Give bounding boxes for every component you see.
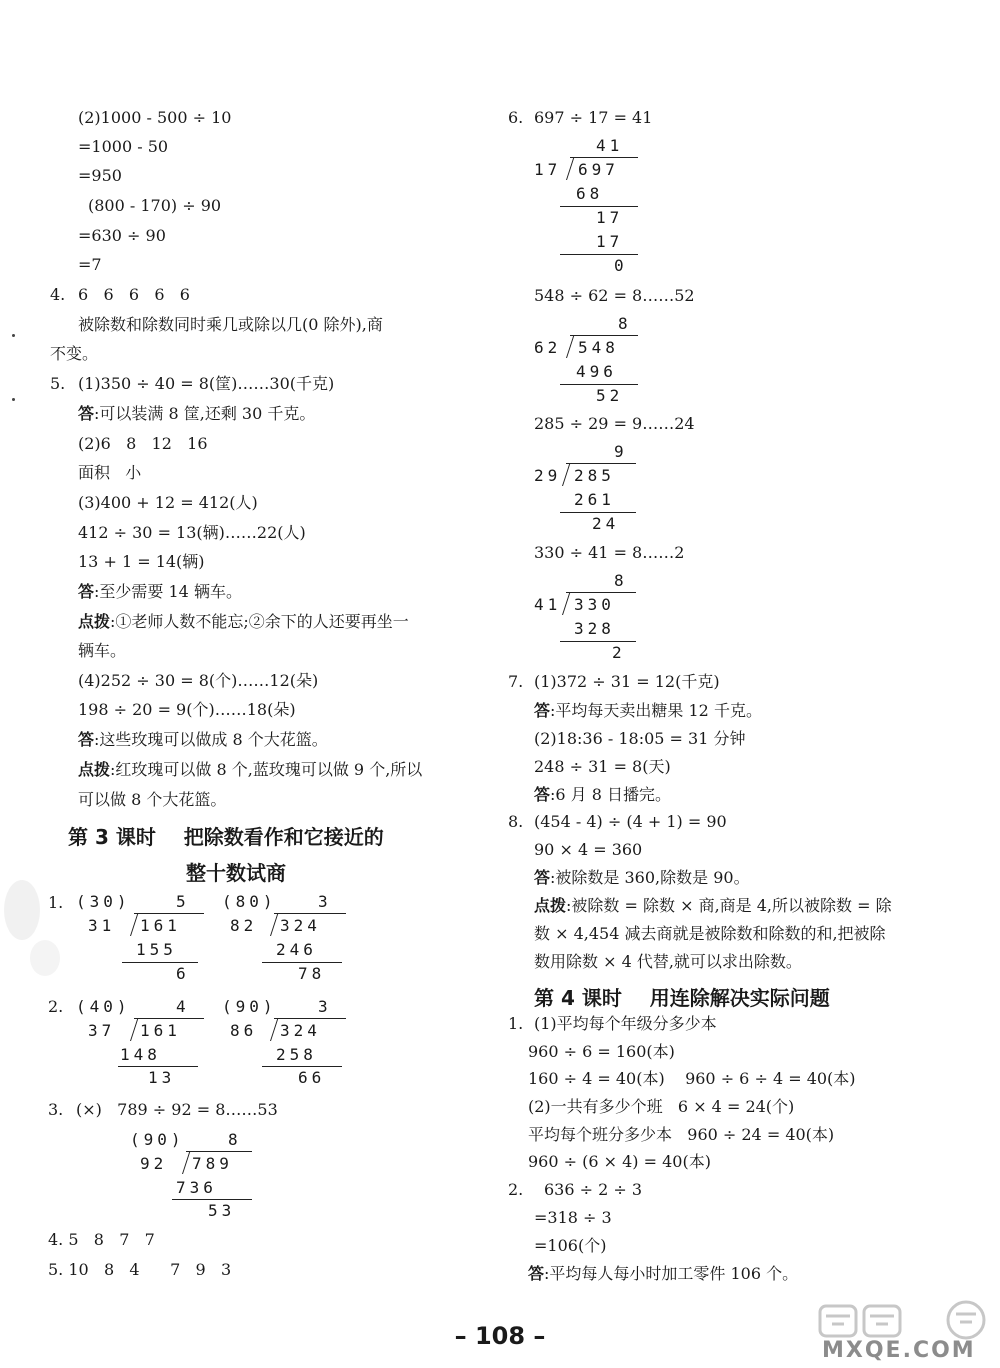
question-number: 3. bbox=[48, 1100, 64, 1119]
answer-line bbox=[78, 730, 328, 750]
divisor: 86 bbox=[230, 1021, 258, 1040]
answer-label: 答 bbox=[78, 404, 95, 423]
answer-line: 不变。 bbox=[50, 344, 99, 363]
tip-line: 数用除数 × 4 代替,就可以求出除数。 bbox=[534, 952, 802, 971]
equation: 330 ÷ 41 = 8……2 bbox=[534, 543, 685, 562]
quotient: 9 bbox=[614, 442, 628, 461]
remainder: 53 bbox=[208, 1201, 236, 1220]
quotient: 41 bbox=[596, 136, 624, 155]
division-bar bbox=[274, 913, 346, 914]
dividend: 161 bbox=[140, 916, 181, 935]
quotient: 8 bbox=[228, 1130, 242, 1149]
tip-line bbox=[534, 896, 892, 916]
remainder: 2 bbox=[612, 643, 626, 662]
remainder: 13 bbox=[148, 1068, 176, 1087]
answer-line: 4. 5 8 7 7 bbox=[48, 1230, 155, 1249]
answer-line: (1)372 ÷ 31 = 12(千克) bbox=[534, 672, 720, 691]
answer-text: :这些玫瑰可以做成 8 个大花篮。 bbox=[94, 730, 328, 749]
divisor: 29 bbox=[534, 466, 562, 485]
dividend: 697 bbox=[578, 160, 619, 179]
estimate: (30) bbox=[76, 892, 131, 911]
lesson-heading: 第 4 课时 用连除解决实际问题 bbox=[534, 986, 830, 1010]
answer-line: 198 ÷ 20 = 9(个)……18(朵) bbox=[78, 700, 296, 719]
question-number: 1. bbox=[508, 1014, 524, 1033]
answer-line: 412 ÷ 30 = 13(辆)……22(人) bbox=[78, 523, 306, 542]
page-number: – 108 – bbox=[454, 1322, 546, 1350]
quotient: 3 bbox=[318, 892, 332, 911]
subtrahend: 328 bbox=[574, 619, 615, 638]
answer-text: :可以装满 8 筐,还剩 30 千克。 bbox=[94, 404, 316, 423]
division-line bbox=[560, 384, 638, 385]
answer-line: 90 × 4 = 360 bbox=[534, 840, 643, 859]
subtrahend: 261 bbox=[574, 490, 615, 509]
answer-line: =106(个) bbox=[534, 1236, 607, 1255]
answer-line: 636 ÷ 2 ÷ 3 bbox=[544, 1180, 643, 1199]
answer-line bbox=[78, 582, 242, 602]
tip-line: 可以做 8 个大花篮。 bbox=[78, 790, 227, 809]
tip-line: 数 × 4,454 减去商就是被除数和除数的和,把被除 bbox=[534, 924, 886, 943]
answer-label: 答 bbox=[534, 701, 551, 720]
answer-line: 被除数和除数同时乘几或除以几(0 除外),商 bbox=[78, 315, 383, 334]
answer-line: 248 ÷ 31 = 8(天) bbox=[534, 757, 671, 776]
calc-line: =1000 - 50 bbox=[78, 137, 169, 156]
calc-line: (800 - 170) ÷ 90 bbox=[88, 196, 222, 215]
answer-line bbox=[528, 1264, 798, 1284]
answer-line: (4)252 ÷ 30 = 8(个)……12(朵) bbox=[78, 671, 319, 690]
subtrahend: 68 bbox=[576, 184, 604, 203]
question-number: 2. bbox=[508, 1180, 524, 1199]
question-number: 2. bbox=[48, 997, 64, 1016]
tip-label: 点拨 bbox=[78, 612, 111, 631]
dividend: 161 bbox=[140, 1021, 181, 1040]
estimate: (90) bbox=[222, 997, 277, 1016]
remainder: 6 bbox=[176, 964, 190, 983]
scan-smudge bbox=[30, 940, 60, 976]
division-bar bbox=[566, 463, 636, 464]
remainder: 66 bbox=[298, 1068, 326, 1087]
question-number: 7. bbox=[508, 672, 524, 691]
divisor: 62 bbox=[534, 338, 562, 357]
answer-label: 答 bbox=[534, 785, 551, 804]
division-bar bbox=[134, 913, 204, 914]
division-bar bbox=[186, 1151, 252, 1152]
answer-line: 面积 小 bbox=[78, 463, 142, 482]
division-line bbox=[118, 1066, 198, 1067]
subtrahend: 155 bbox=[136, 940, 177, 959]
dividend: 789 bbox=[192, 1154, 233, 1173]
question-number: 5. bbox=[50, 374, 66, 393]
division-bar bbox=[566, 592, 636, 593]
division-bar bbox=[570, 157, 638, 158]
question-number: 6. bbox=[508, 108, 524, 127]
answer-line: =318 ÷ 3 bbox=[534, 1208, 612, 1227]
answer-line: 960 ÷ (6 × 4) = 40(本) bbox=[528, 1152, 711, 1171]
tip-line bbox=[78, 760, 422, 780]
answer-line: 平均每个班分多少本 960 ÷ 24 = 40(本) bbox=[528, 1125, 835, 1144]
question-number: 8. bbox=[508, 812, 524, 831]
subtrahend: 496 bbox=[576, 362, 617, 381]
divisor: 82 bbox=[230, 916, 258, 935]
answer-line: (2)一共有多少个班 6 × 4 = 24(个) bbox=[528, 1097, 795, 1116]
tip-text: :被除数 = 除数 × 商,商是 4,所以被除数 = 除 bbox=[566, 896, 892, 915]
answer-label: 答 bbox=[528, 1264, 545, 1283]
tip-line: 辆车。 bbox=[78, 641, 127, 660]
question-number: 1. bbox=[48, 893, 64, 912]
tip-label: 点拨 bbox=[534, 896, 567, 915]
remainder: 52 bbox=[596, 386, 624, 405]
answer-line: (454 - 4) ÷ (4 + 1) = 90 bbox=[534, 812, 727, 831]
quotient: 8 bbox=[618, 314, 632, 333]
answer-line: 160 ÷ 4 = 40(本) 960 ÷ 6 ÷ 4 = 40(本) bbox=[528, 1069, 856, 1088]
answer-line: (×) 789 ÷ 92 = 8……53 bbox=[76, 1100, 278, 1119]
division-line bbox=[560, 206, 638, 207]
lesson-heading: 第 3 课时 把除数看作和它接近的 bbox=[68, 825, 384, 849]
tip-text: :红玫瑰可以做 8 个,蓝玫瑰可以做 9 个,所以 bbox=[110, 760, 423, 779]
equation: 285 ÷ 29 = 9……24 bbox=[534, 414, 695, 433]
answer-line bbox=[534, 868, 750, 888]
answer-text: :6 月 8 日播完。 bbox=[550, 785, 672, 804]
estimate: (80) bbox=[222, 892, 277, 911]
divisor: 31 bbox=[88, 916, 116, 935]
division-line bbox=[262, 1066, 342, 1067]
division-line bbox=[262, 962, 342, 963]
equation: 697 ÷ 17 = 41 bbox=[534, 108, 653, 127]
dividend: 330 bbox=[574, 595, 615, 614]
quotient: 4 bbox=[176, 997, 190, 1016]
answer-text: :被除数是 360,除数是 90。 bbox=[550, 868, 750, 887]
answer-text: :平均每人每小时加工零件 106 个。 bbox=[544, 1264, 799, 1283]
remainder: 78 bbox=[298, 964, 326, 983]
division-line bbox=[560, 254, 638, 255]
scan-dot bbox=[12, 398, 15, 401]
division-line bbox=[560, 641, 636, 642]
estimate: (40) bbox=[76, 997, 131, 1016]
answer-line: (3)400 + 12 = 412(人) bbox=[78, 493, 258, 512]
divisor: 41 bbox=[534, 595, 562, 614]
calc-line: =630 ÷ 90 bbox=[78, 226, 166, 245]
divisor: 92 bbox=[140, 1154, 168, 1173]
dividend: 324 bbox=[280, 916, 321, 935]
subtrahend: 246 bbox=[276, 940, 317, 959]
answer-line bbox=[78, 404, 315, 424]
subtrahend: 148 bbox=[120, 1045, 161, 1064]
answer-label: 答 bbox=[78, 730, 95, 749]
answer-text: :平均每天卖出糖果 12 千克。 bbox=[550, 701, 762, 720]
dividend: 548 bbox=[578, 338, 619, 357]
division-bar bbox=[274, 1018, 346, 1019]
answer-line: 13 + 1 = 14(辆) bbox=[78, 552, 205, 571]
answer-label: 答 bbox=[534, 868, 551, 887]
subtrahend: 258 bbox=[276, 1045, 317, 1064]
watermark-text: MXQE.COM bbox=[822, 1338, 976, 1363]
answer-line: (1)平均每个年级分多少本 bbox=[534, 1014, 717, 1033]
divisor: 37 bbox=[88, 1021, 116, 1040]
tip-line bbox=[78, 612, 409, 632]
division-line bbox=[122, 962, 198, 963]
dividend: 285 bbox=[574, 466, 615, 485]
calc-line: =7 bbox=[78, 255, 102, 274]
answer-text: :至少需要 14 辆车。 bbox=[94, 582, 242, 601]
subtrahend: 736 bbox=[176, 1178, 217, 1197]
quotient: 8 bbox=[614, 571, 628, 590]
equation: 548 ÷ 62 = 8……52 bbox=[534, 286, 695, 305]
remainder: 17 bbox=[596, 208, 624, 227]
answer-line: 960 ÷ 6 = 160(本) bbox=[528, 1042, 675, 1061]
remainder: 0 bbox=[614, 256, 628, 275]
answer-line: (2)18:36 - 18:05 = 31 分钟 bbox=[534, 729, 746, 748]
tip-text: :①老师人数不能忘;②余下的人还要再坐一 bbox=[110, 612, 409, 631]
calc-line: =950 bbox=[78, 166, 122, 185]
lesson-heading: 整十数试商 bbox=[186, 861, 286, 885]
question-number: 4. bbox=[50, 285, 66, 304]
division-line bbox=[172, 1199, 252, 1200]
scan-smudge bbox=[4, 880, 40, 940]
answer-line: 6 6 6 6 6 bbox=[78, 285, 190, 304]
division-line bbox=[560, 512, 636, 513]
answer-line bbox=[534, 701, 762, 721]
quotient: 5 bbox=[176, 892, 190, 911]
division-bar bbox=[570, 335, 638, 336]
scan-dot bbox=[12, 334, 15, 337]
answer-line bbox=[534, 785, 671, 805]
calc-line: (2)1000 - 500 ÷ 10 bbox=[78, 108, 232, 127]
remainder: 24 bbox=[592, 514, 620, 533]
divisor: 17 bbox=[534, 160, 562, 179]
estimate: (90) bbox=[130, 1130, 185, 1149]
answer-line: 5. 10 8 4 7 9 3 bbox=[48, 1260, 232, 1279]
subtrahend: 17 bbox=[596, 232, 624, 251]
dividend: 324 bbox=[280, 1021, 321, 1040]
answer-line: (1)350 ÷ 40 = 8(筐)……30(千克) bbox=[78, 374, 335, 393]
answer-label: 答 bbox=[78, 582, 95, 601]
division-bar bbox=[134, 1018, 204, 1019]
answer-line: (2)6 8 12 16 bbox=[78, 434, 208, 453]
tip-label: 点拨 bbox=[78, 760, 111, 779]
quotient: 3 bbox=[318, 997, 332, 1016]
